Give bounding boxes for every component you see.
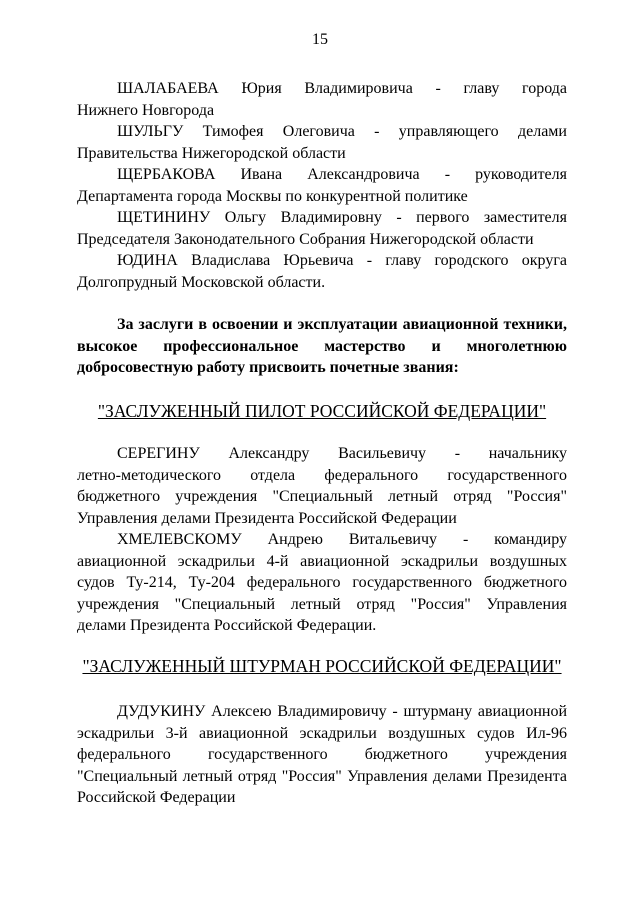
awardee-line: Долгопрудный Московской области.	[77, 273, 326, 291]
decree-line: За заслуги в освоении и эксплуатации авиационной техники,	[117, 316, 567, 333]
awardee-line: ЮДИНА Владислава Юрьевича - главу городского округа	[117, 252, 567, 269]
pilot-line: судов Ту-214, Ту-204 федерального государственного бюджетного	[77, 574, 567, 591]
section-title-navigator-wrap	[77, 655, 567, 677]
decree-paragraph	[77, 314, 567, 379]
navigator-line: эскадрильи 3-й авиационной эскадрильи воздушных судов Ил-96	[77, 724, 567, 742]
awardee-line: ШУЛЬГУ Тимофея Олеговича - управляющего делами	[117, 123, 567, 140]
awardee-line: ШАЛАБАЕВА Юрия Владимировича - главу города	[117, 80, 567, 97]
decree-line: высокое профессиональное мастерство и многолетнюю	[77, 337, 567, 355]
pilot-line: Управления делами Президента Российской Федерации	[77, 509, 457, 527]
page-number: 15	[312, 31, 328, 48]
pilot-line: СЕРЕГИНУ Александру Васильевичу - начальнику	[117, 445, 567, 462]
navigator-line: Российской Федерации	[77, 789, 236, 806]
navigator-line: ДУДУКИНУ Алексею Владимировичу - штурману авиационной	[117, 703, 567, 720]
section-title-pilot: "ЗАСЛУЖЕННЫЙ ПИЛОТ РОССИЙСКОЙ ФЕДЕРАЦИИ"	[97, 401, 547, 421]
awardee-line: ЩЕРБАКОВА Ивана Александровича - руководителя	[117, 166, 567, 183]
pilot-line: бюджетного учреждения "Специальный летный отряд "Россия"	[77, 488, 567, 505]
navigator-line: "Специальный летный отряд "Россия" Управления делами Президента	[77, 767, 567, 785]
awardee-line: Департамента города Москвы по конкурентной политике	[77, 187, 468, 205]
pilot-line: авиационной эскадрильи 4-й авиационной эскадрильи воздушных	[77, 552, 567, 570]
pilot-list	[77, 443, 567, 637]
navigator-list	[77, 701, 567, 809]
awardee-line: Председателя Законодательного Собрания Нижегородской области	[77, 230, 534, 248]
section-title-navigator: "ЗАСЛУЖЕННЫЙ ШТУРМАН РОССИЙСКОЙ ФЕДЕРАЦИИ"	[82, 656, 562, 676]
awardee-list-top	[77, 78, 567, 293]
pilot-line: ХМЕЛЕВСКОМУ Андрею Витальевичу - командиру	[117, 531, 567, 548]
decree-line: добросовестную работу присвоить почетные звания:	[77, 359, 459, 376]
pilot-line: учреждения "Специальный летный отряд "Россия" Управления	[77, 595, 567, 613]
navigator-line: федерального государственного бюджетного учреждения	[77, 746, 567, 763]
pilot-line: делами Президента Российской Федерации.	[77, 617, 377, 634]
section-title-pilot-wrap	[77, 400, 567, 422]
awardee-line: Нижнего Новгорода	[77, 101, 215, 119]
pilot-line: летно-методического отдела федерального государственного	[77, 466, 567, 484]
awardee-line: Правительства Нижегородской области	[77, 144, 346, 162]
awardee-line: ЩЕТИНИНУ Ольгу Владимировну - первого заместителя	[117, 209, 567, 226]
